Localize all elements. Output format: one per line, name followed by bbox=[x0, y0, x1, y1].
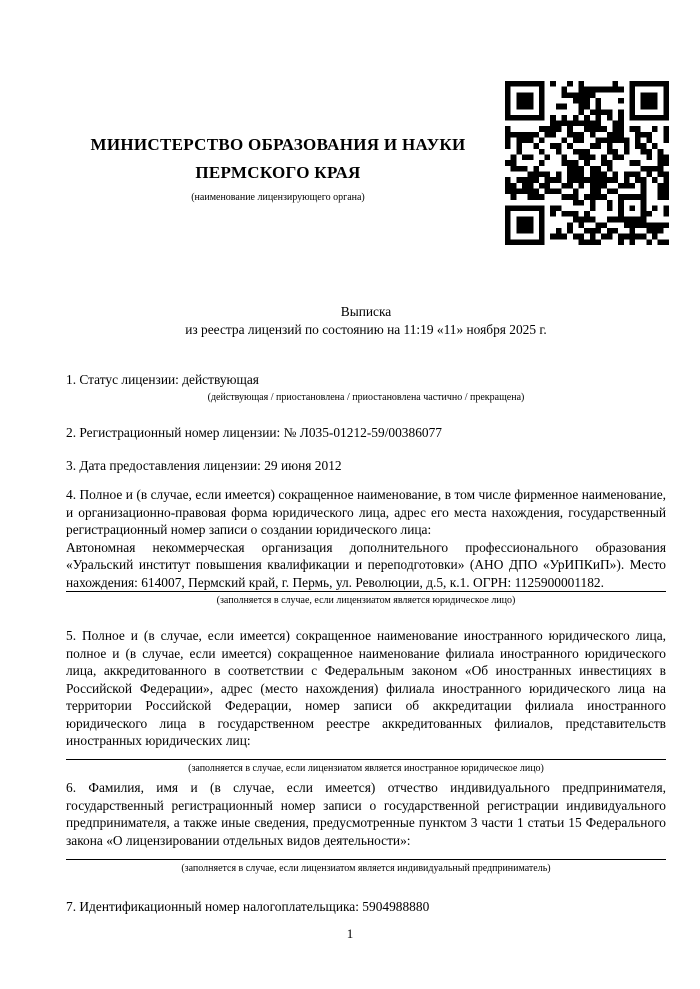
item-text: 6. Фамилия, имя и (в случае, если имеется) отчество индивидуального предпринимателя, государственный регистрационный номер записи о государственной регистрации индивидуального предпринимателя, а также иные сведения, предусмотренные пунктом 3 части 1 статьи 15 Федерального закона «О лицензировании отдельных видов деятельности»: bbox=[66, 780, 666, 848]
document-title bbox=[66, 303, 666, 339]
item-caption: (действующая / приостановлена / приостановлена частично / прекращена) bbox=[207, 391, 525, 403]
document-title-line1: Выписка bbox=[340, 304, 392, 319]
authority-name-line1: МИНИСТЕРСТВО ОБРАЗОВАНИЯ И НАУКИ bbox=[90, 135, 466, 154]
item-caption: (заполняется в случае, если лицензиатом является юридическое лицо) bbox=[216, 595, 516, 606]
page-number: 1 bbox=[346, 926, 354, 941]
item-text: 1. Статус лицензии: действующая bbox=[66, 372, 259, 387]
license-item-taxpayer-id bbox=[66, 898, 666, 916]
document-title-line2: из реестра лицензий по состоянию на 11:19 «11» ноября 2025 г. bbox=[185, 322, 547, 337]
licensing-authority-header bbox=[64, 131, 492, 204]
license-item-registration-number bbox=[66, 424, 666, 442]
authority-name-line2: ПЕРМСКОГО КРАЯ bbox=[195, 163, 361, 182]
item-text: 3. Дата предоставления лицензии: 29 июня 2012 bbox=[66, 458, 342, 473]
item-text: 2. Регистрационный номер лицензии: № Л035-01212-59/00386077 bbox=[66, 425, 442, 440]
license-item-legal-entity bbox=[66, 486, 666, 607]
qr-code bbox=[505, 81, 669, 245]
item-text: 4. Полное и (в случае, если имеется) сокращенное наименование, в том числе фирменное наименование, и организационно-правовая форма юридического лица, адрес его места нахождения, государственный регистрационный номер записи о создании юридического лица: bbox=[66, 487, 666, 537]
item-text: 5. Полное и (в случае, если имеется) сокращенное наименование иностранного юридического лица, полное и (в случае, если имеется) сокращенное наименование филиала иностранного юридического лица, аккредитованного в соответствии с Федеральным законом «Об иностранных инвестициях в Российской Федерации», адрес (место нахождения) филиала иностранного юридического лица на территории Российской Федерации, номер записи об аккредитации филиала иностранного юридического лица в государственном реестре аккредитованных филиалов, представительств иностранных юридических лиц: bbox=[66, 628, 666, 748]
item-value: Автономная некоммерческая организация дополнительного профессионального образования «Уральский институт повышения квалификации и переподготовки» (АНО ДПО «УрИПКиП»). Место нахождения: 614007, Пермский край, г. Пермь, ул. Революции, д.5, к.1. ОГРН: 1125900001182. bbox=[66, 539, 666, 593]
authority-name-caption: (наименование лицензирующего органа) bbox=[191, 192, 365, 203]
license-item-grant-date bbox=[66, 457, 666, 475]
item-caption: (заполняется в случае, если лицензиатом является иностранное юридическое лицо) bbox=[188, 762, 544, 774]
license-item-foreign-entity bbox=[66, 627, 666, 775]
blank-field-line bbox=[66, 750, 666, 760]
license-item-entrepreneur bbox=[66, 779, 666, 875]
item-text: 7. Идентификационный номер налогоплательщика: 5904988880 bbox=[66, 899, 430, 914]
license-item-status bbox=[66, 371, 666, 404]
blank-field-line bbox=[66, 849, 666, 860]
item-caption: (заполняется в случае, если лицензиатом является индивидуальный предприниматель) bbox=[181, 863, 551, 874]
